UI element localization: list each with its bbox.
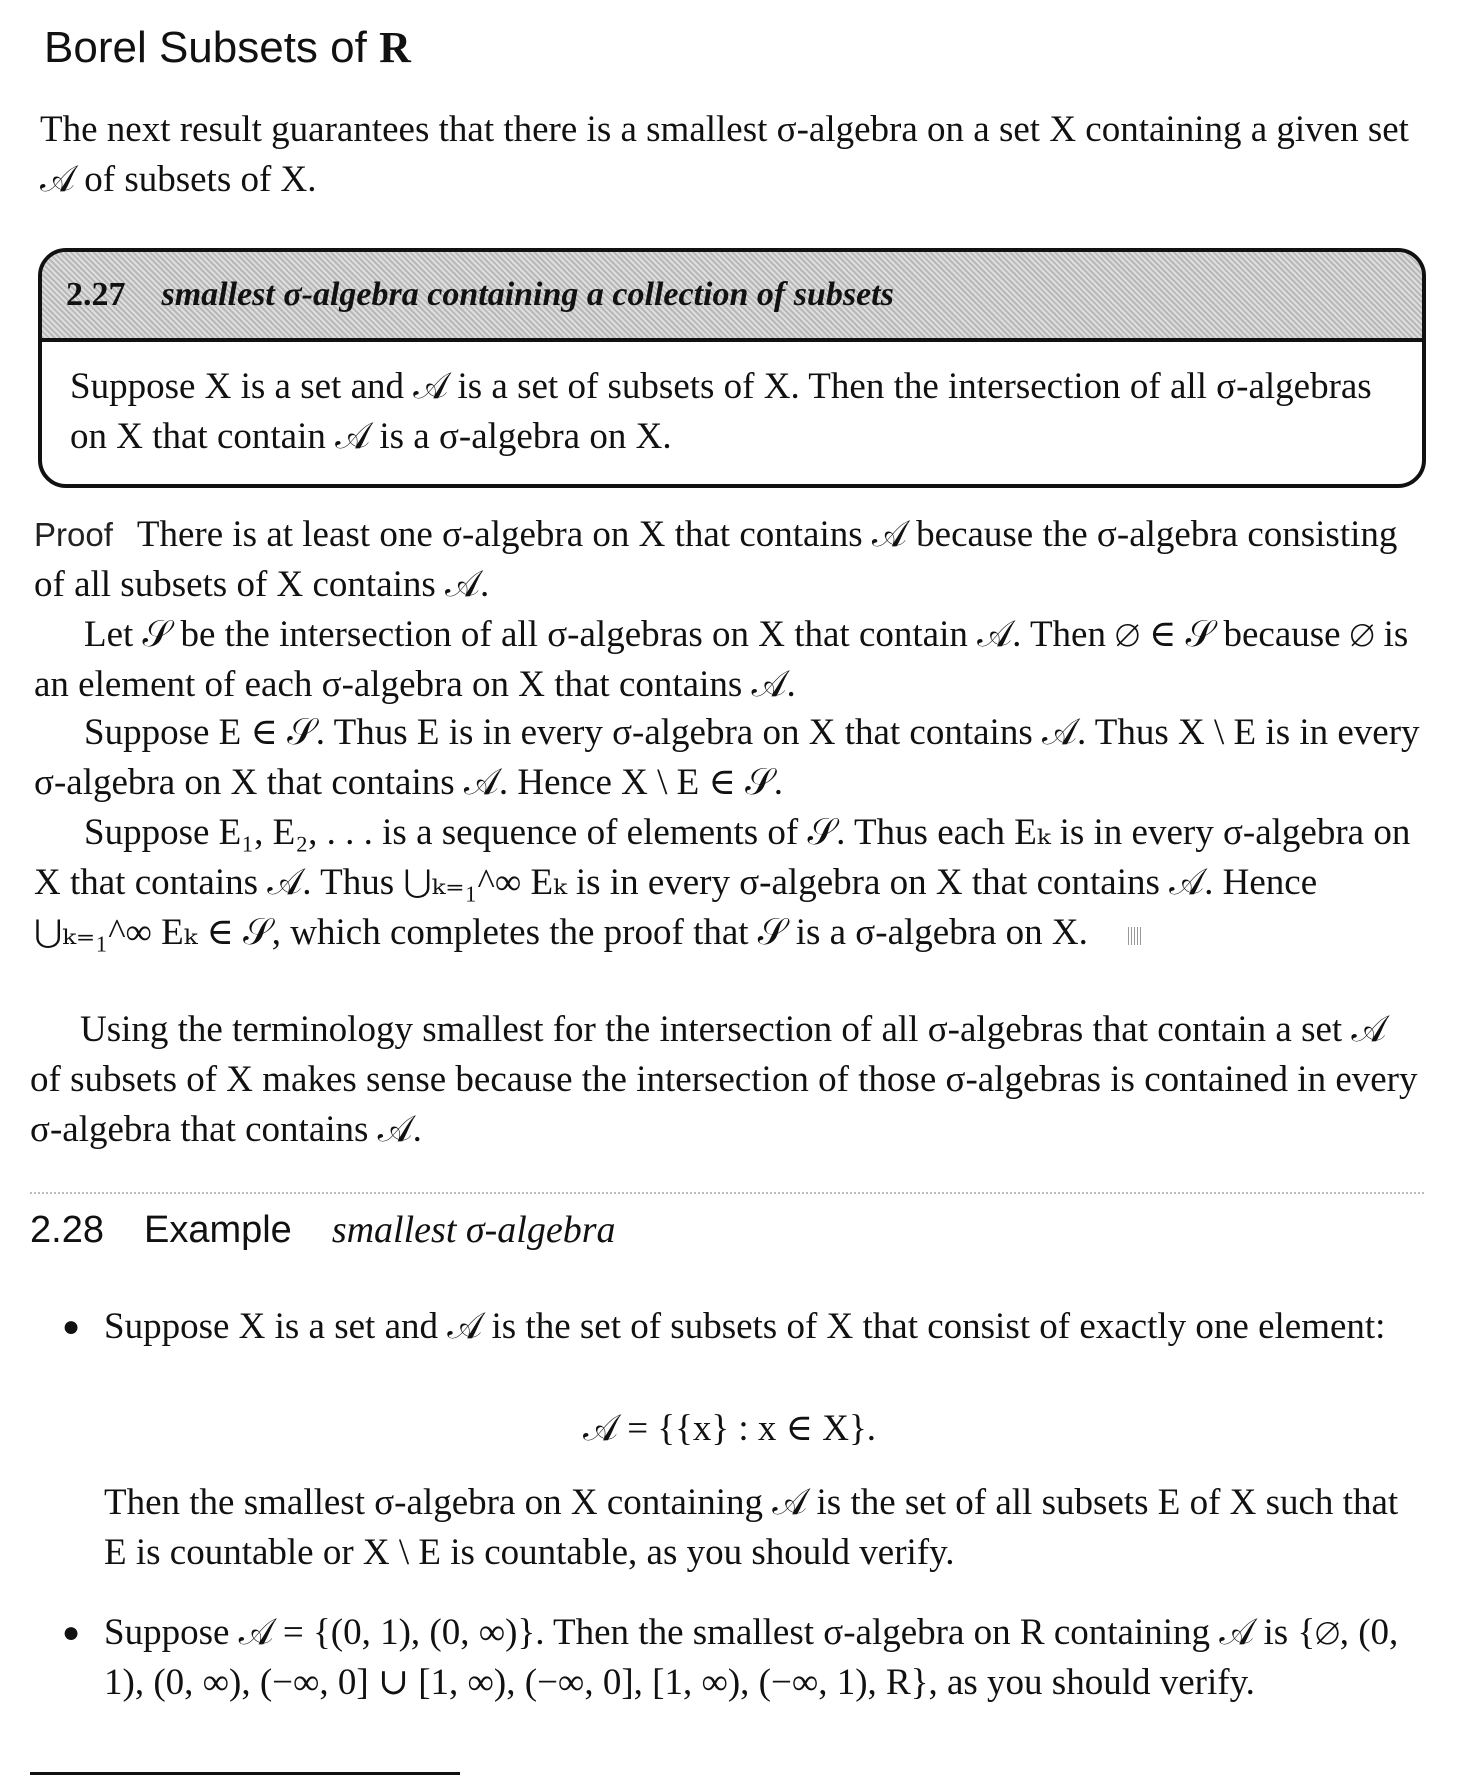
example-word: Example	[143, 1209, 292, 1251]
proof-text-1: There is at least one σ-algebra on X that contains 𝒜 because the σ-algebra consisting of all subsets of X contains 𝒜.	[34, 514, 1398, 605]
example-item-1: Suppose X is a set and 𝒜 is the set of subsets of X that consist of exactly one element:	[104, 1306, 1386, 1347]
footnote-rule	[30, 1772, 460, 1775]
bullet-icon: ●	[62, 1616, 81, 1649]
result-title: smallest σ-algebra containing a collection of subsets	[161, 276, 894, 313]
example-number: 2.28	[30, 1209, 104, 1251]
proof-paragraph-3: Suppose E ∈ 𝒮. Thus E is in every σ-algebra on X that contains 𝒜. Thus X \ E is in every σ-algebra on X that contains 𝒜. Hence X \ E ∈ 𝒮.	[34, 712, 1420, 803]
result-statement: Suppose X is a set and 𝒜 is a set of subsets of X. Then the intersection of all σ-algebras on X that contain 𝒜 is a σ-algebra on X.	[70, 366, 1372, 457]
bullet-icon: ●	[62, 1310, 81, 1343]
proof-paragraph-2: Let 𝒮 be the intersection of all σ-algebras on X that contain 𝒜. Then ∅ ∈ 𝒮 because ∅ is an element of each σ-algebra on X that contains 𝒜.	[34, 614, 1409, 705]
display-equation: 𝒜 = {{x} : x ∈ X}.	[582, 1408, 877, 1449]
remark-paragraph: Using the terminology smallest for the intersection of all σ-algebras that contain a set 𝒜 of subsets of X makes sense because the intersection of those σ-algebras is contained in every σ-algebra that contains 𝒜.	[30, 1009, 1418, 1150]
result-box-header	[42, 252, 1422, 342]
dotted-divider	[30, 1192, 1424, 1194]
proof-paragraph-4	[34, 808, 1424, 958]
section-title-text: Borel Subsets of	[44, 23, 367, 72]
result-box	[38, 248, 1426, 488]
proof-paragraph-1	[34, 510, 1424, 610]
qed-icon	[1128, 927, 1142, 945]
example-item-2: Suppose 𝒜 = {(0, 1), (0, ∞)}. Then the smallest σ-algebra on R containing 𝒜 is {∅, (0, 1), (0, ∞), (−∞, 0] ∪ [1, ∞), (−∞, 0], [1, ∞), (−∞, 1), R}, as you should verify.	[104, 1612, 1399, 1703]
proof-text-4: Suppose E₁, E₂, . . . is a sequence of elements of 𝒮. Thus each Eₖ is in every σ-algebra on X that contains 𝒜. Thus ⋃ₖ₌₁^∞ Eₖ is in every σ-algebra on X that contains 𝒜. Hence ⋃ₖ₌₁^∞ Eₖ ∈ 𝒮, which completes the proof that 𝒮 is a σ-algebra on X.	[34, 812, 1411, 953]
proof-label: Proof	[34, 516, 113, 553]
example-title: smallest σ-algebra	[331, 1209, 616, 1251]
example-heading	[30, 1205, 615, 1255]
section-title	[44, 18, 411, 78]
result-number: 2.27	[66, 276, 126, 313]
section-title-symbol: R	[379, 23, 411, 72]
intro-paragraph: The next result guarantees that there is a smallest σ-algebra on a set X containing a given set 𝒜 of subsets of X.	[40, 109, 1409, 200]
example-item-1-continuation: Then the smallest σ-algebra on X containing 𝒜 is the set of all subsets E of X such that E is countable or X \ E is countable, as you should verify.	[104, 1482, 1399, 1573]
